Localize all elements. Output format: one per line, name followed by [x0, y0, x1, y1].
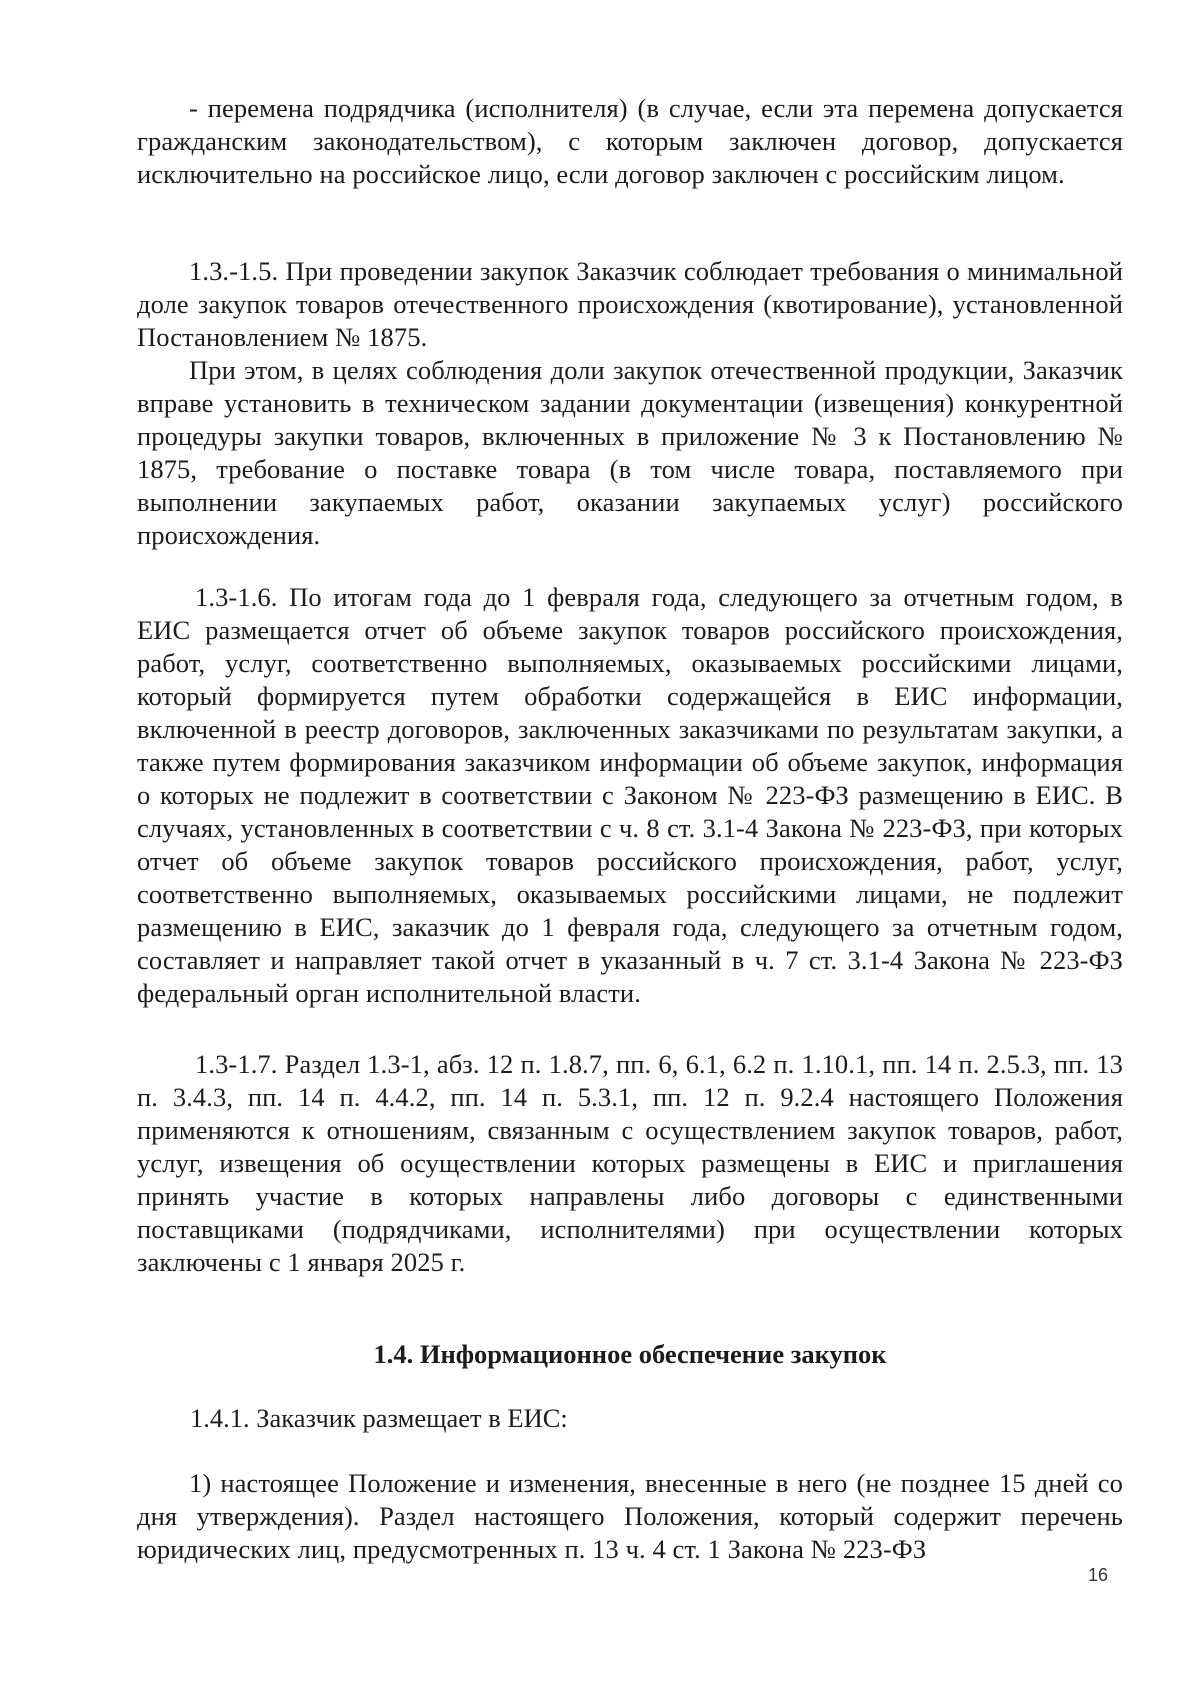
paragraph-contractor-change: - перемена подрядчика (исполнителя) (в случае, если эта перемена допускается гражданским законодательством), с которым заключен договор, допускается исключительно на российское лицо, если договор заключен с российским лицом.	[137, 93, 1123, 189]
page-number: 16	[1088, 1565, 1109, 1585]
section-heading: 1.4. Информационное обеспечение закупок	[373, 1339, 887, 1369]
paragraph-domestic-share: При этом, в целях соблюдения доли закупок отечественной продукции, Заказчик вправе установить в техническом задании документации (извещения) конкурентной процедуры закупки товаров, включенных в приложение № 3 к Постановлению № 1875, требование о поставке товара (в том числе товара, поставляемого при выполнении закупаемых работ, оказании закупаемых услуг) российского происхождения.	[137, 355, 1123, 550]
paragraph-1-3-1-6: 1.3-1.6. По итогам года до 1 февраля года, следующего за отчетным годом, в ЕИС размещается отчет об объеме закупок товаров российского происхождения, работ, услуг, соответственно выполняемых, оказываемых российскими лицами, который формируется путем обработки содержащейся в ЕИС информации, включенной в реестр договоров, заключенных заказчиками по результатам закупки, а также путем формирования заказчиком информации об объеме закупок, информация о которых не подлежит в соответствии с Законом № 223-ФЗ размещению в ЕИС. В случаях, установленных в соответствии с ч. 8 ст. 3.1-4 Закона № 223-ФЗ, при которых отчет об объеме закупок товаров российского происхождения, работ, услуг, соответственно выполняемых, оказываемых российскими лицами, не подлежит размещению в ЕИС, заказчик до 1 февраля года, следующего за отчетным годом, составляет и направляет такой отчет в указанный в ч. 7 ст. 3.1-4 Закона № 223-ФЗ федеральный орган исполнительной власти.	[137, 582, 1123, 1008]
paragraph-list-item-1: 1) настоящее Положение и изменения, внесенные в него (не позднее 15 дней со дня утверждения). Раздел настоящего Положения, который содержит перечень юридических лиц, предусмотренных п. 13 ч. 4 ст. 1 Закона № 223-ФЗ	[137, 1468, 1123, 1564]
paragraph-1-3-1-7: 1.3-1.7. Раздел 1.3-1, абз. 12 п. 1.8.7, пп. 6, 6.1, 6.2 п. 1.10.1, пп. 14 п. 2.5.3, пп. 13 п. 3.4.3, пп. 14 п. 4.4.2, пп. 14 п. 5.3.1, пп. 12 п. 9.2.4 настоящего Положения применяются к отношениям, связанным с осуществлением закупок товаров, работ, услуг, извещения об осуществлении которых размещены в ЕИС и приглашения принять участие в которых направлены либо договоры с единственными поставщиками (подрядчиками, исполнителями) при осуществлении которых заключены с 1 января 2025 г.	[137, 1049, 1123, 1277]
paragraph-1-4-1: 1.4.1. Заказчик размещает в ЕИС:	[190, 1403, 568, 1433]
paragraph-1-3-1-5: 1.3.-1.5. При проведении закупок Заказчик соблюдает требования о минимальной доле закупок товаров отечественного происхождения (квотирование), установленной Постановлением № 1875.	[137, 256, 1123, 352]
